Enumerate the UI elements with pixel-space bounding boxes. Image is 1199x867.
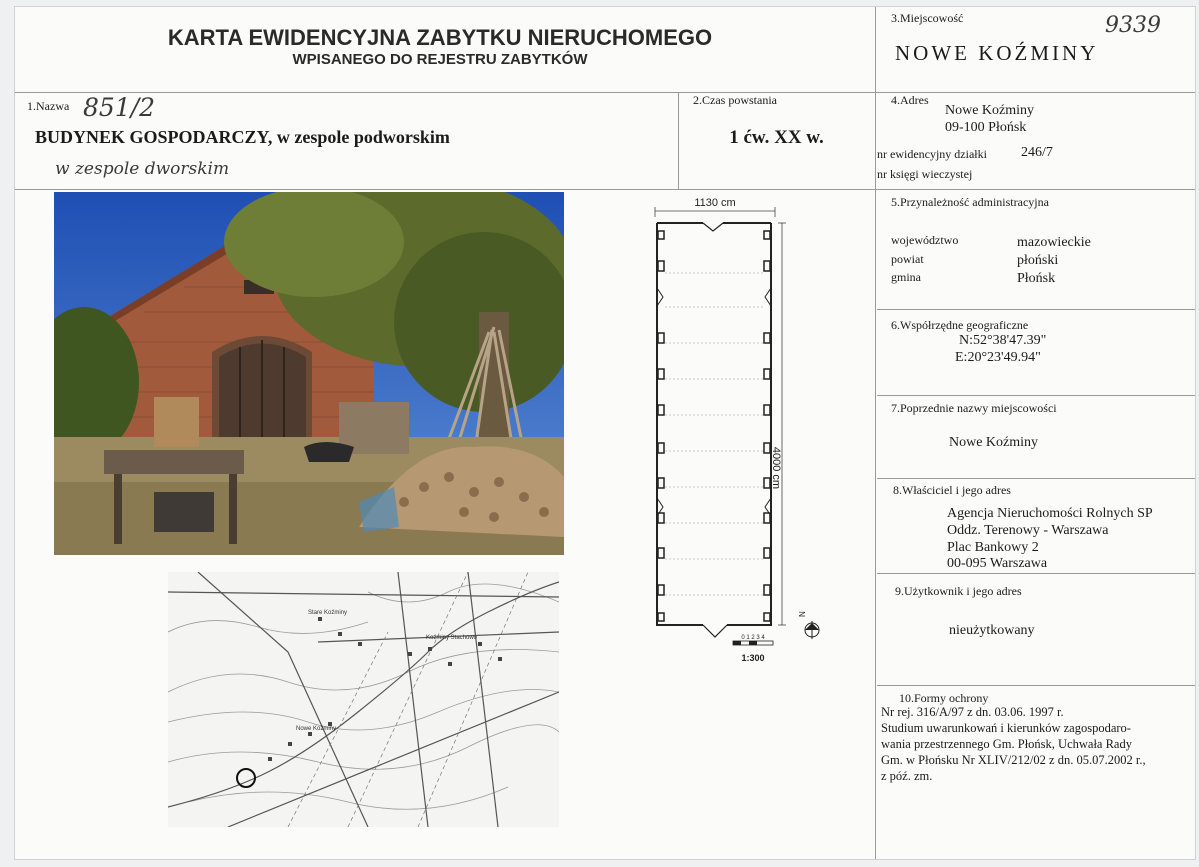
field-4-label: 4.Adres (891, 93, 929, 107)
address-line-2: 09-100 Płońsk (945, 120, 1027, 135)
voivodeship-value: mazowieckie (1017, 235, 1091, 250)
handwritten-number: 9339 (1105, 13, 1161, 38)
divider (877, 573, 1195, 574)
protection-line-2: Studium uwarunkowań i kierunków zagospodaro- (881, 721, 1131, 735)
construction-date: 1 ćw. XX w. (729, 127, 824, 148)
commune-value: Płońsk (1017, 271, 1056, 286)
floor-plan (645, 193, 825, 665)
field-5-label: 5.Przynależność administracyjna (891, 195, 1049, 209)
protection-line-5: z póź. zm. (881, 769, 933, 783)
plan-scale-label: 1:300 (741, 653, 765, 663)
place-name: NOWE KOŹMINY (895, 41, 1099, 65)
divider (875, 7, 876, 859)
parcel-label: nr ewidencyjny działki (877, 147, 987, 161)
protection-line-1: Nr rej. 316/A/97 z dn. 03.06. 1997 r. (881, 705, 1064, 719)
divider (877, 685, 1195, 686)
record-card (14, 6, 1196, 860)
map-label-stare: Stare Koźminy (308, 610, 348, 616)
divider (15, 189, 1195, 190)
county-value: płoński (1017, 253, 1059, 268)
user-value: nieużytkowany (949, 623, 1035, 638)
card-subtitle: WPISANEGO DO REJESTRU ZABYTKÓW (292, 51, 588, 68)
handwritten-note: w zespole dworskim (55, 159, 230, 179)
field-2-label: 2.Czas powstania (693, 93, 777, 107)
protection-line-3: wania przestrzennego Gm. Płońsk, Uchwała Rady (881, 737, 1132, 751)
plan-width-label: 1130 cm (694, 197, 736, 209)
divider (877, 395, 1195, 396)
field-7-label: 7.Poprzednie nazwy miejscowości (891, 401, 1057, 415)
field-3-label: 3.Miejscowość (891, 11, 964, 25)
divider (15, 92, 1195, 93)
plan-length-label: 4000 cm (770, 446, 782, 490)
county-label: powiat (891, 252, 924, 266)
location-map (168, 572, 559, 827)
longitude: E:20°23'49.94" (955, 350, 1041, 365)
field-6-label: 6.Współrzędne geograficzne (891, 318, 1029, 332)
owner-line-3: Plac Bankowy 2 (947, 540, 1039, 555)
field-8-label: 8.Właściciel i jego adres (893, 483, 1011, 497)
north-label: N (798, 611, 807, 617)
owner-line-4: 00-095 Warszawa (947, 556, 1048, 571)
card-title: KARTA EWIDENCYJNA ZABYTKU NIERUCHOMEGO (167, 25, 713, 50)
plan-scale-ticks: 0 1 2 3 4 (741, 635, 765, 641)
field-10-label: 10.Formy ochrony (899, 691, 989, 705)
protection-line-4: Gm. w Płońsku Nr XLIV/212/02 z dn. 05.07.2002 r., (881, 753, 1146, 767)
voivodeship-label: województwo (891, 233, 959, 247)
owner-line-1: Agencja Nieruchomości Rolnych SP (947, 506, 1153, 521)
parcel-number: 246/7 (1021, 145, 1053, 160)
divider (877, 309, 1195, 310)
latitude: N:52°38'47.39" (959, 333, 1047, 348)
land-register-label: nr księgi wieczystej (877, 167, 973, 181)
north-arrow-icon (805, 621, 819, 639)
address-line-1: Nowe Koźminy (945, 103, 1035, 118)
map-label-stachowo: Koźminy Stachowo (426, 635, 478, 641)
field-1-label: 1.Nazwa (27, 99, 70, 113)
building-photo (54, 192, 564, 555)
previous-name: Nowe Koźminy (949, 435, 1039, 450)
handwritten-register-number: 851/2 (83, 93, 156, 122)
divider (877, 478, 1195, 479)
owner-line-2: Oddz. Terenowy - Warszawa (947, 523, 1109, 538)
map-label-nowe: Nowe Koźminy (296, 726, 337, 732)
object-name: BUDYNEK GOSPODARCZY, w zespole podworskim (35, 127, 450, 147)
field-9-label: 9.Użytkownik i jego adres (895, 584, 1022, 598)
commune-label: gmina (891, 270, 921, 284)
